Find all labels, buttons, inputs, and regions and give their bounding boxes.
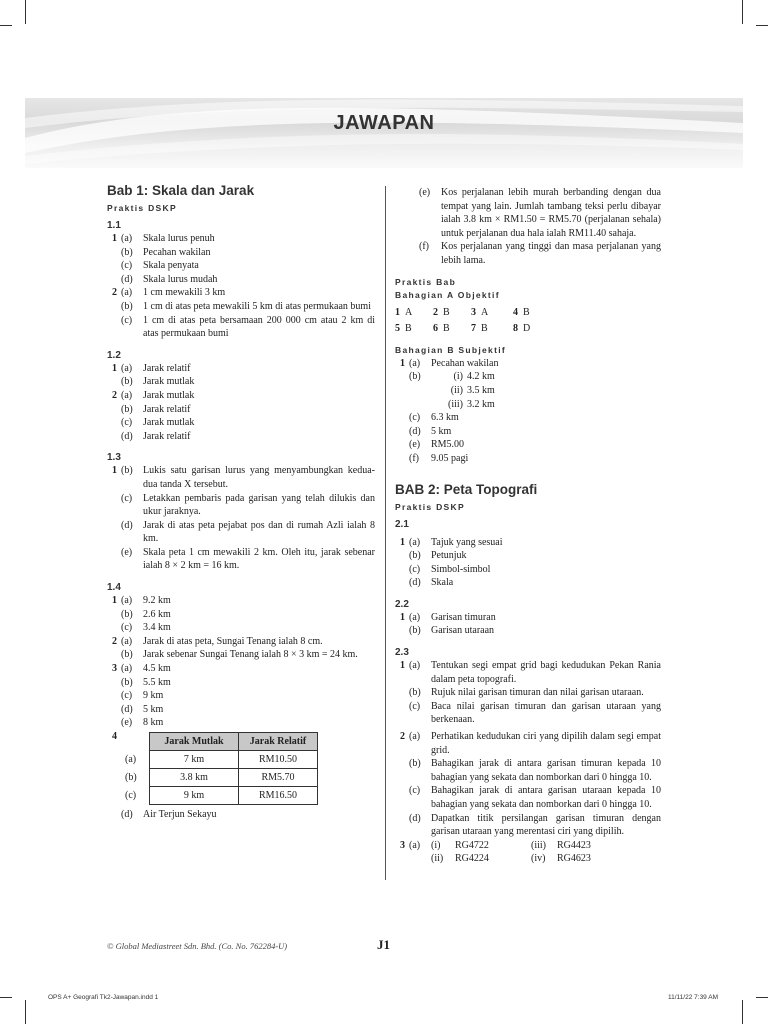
answer-line: (b) 5.5 km	[107, 676, 375, 690]
answer-line: (d) Skala	[395, 576, 661, 590]
answer-line: 1 (a) Tentukan segi empat grid bagi kedudukan Pekan Rania dalam peta topografi.	[400, 660, 661, 685]
answer-text: Tentukan segi empat grid bagi kedudukan Pekan Rania dalam peta topografi.	[431, 660, 661, 685]
answer-text: Jarak mutlak	[143, 417, 195, 429]
answer-text: Bahagikan jarak di antara garisan utaraan kepada 10 bahagian yang sekata dan nomborkan dari 0 hingga 10.	[431, 785, 661, 810]
row-label: (b)	[125, 771, 137, 783]
roman-numeral: (ii)	[431, 853, 444, 865]
table-cell: 7 km	[150, 751, 239, 769]
table-cell: RM10.50	[239, 751, 318, 769]
answer-text: Skala penyata	[143, 260, 199, 272]
objective-item: 7 B	[471, 323, 488, 335]
answer-line: (b) 1 cm di atas peta mewakili 5 km di atas permukaan bumi	[107, 300, 375, 314]
answer-line: 2 (a) Jarak di atas peta, Sungai Tenang ialah 8 cm.	[107, 635, 375, 649]
date-slug: 11/11/22 7:39 AM	[668, 994, 718, 1001]
answer-text: 1 cm di atas peta bersamaan 200 000 cm atau 2 km di atas permukaan bumi	[143, 314, 375, 340]
answer-text: Kos perjalanan yang tinggi dan masa perjalanan yang lebih lama.	[441, 241, 661, 266]
crop-mark	[25, 0, 26, 24]
answer-line: (c) Letakkan pembaris pada garisan yang telah dilukis dan ukur jaraknya.	[121, 492, 375, 518]
answer-line: (b) Jarak sebenar Sungai Tenang ialah 8 × 3 km = 24 km.	[107, 648, 375, 662]
chapter-title: BAB 2: Peta Topografi	[395, 481, 538, 497]
answer-text: Skala peta 1 cm mewakili 2 km. Oleh itu, jarak sebenar ialah 8 × 2 km = 16 km.	[143, 546, 375, 572]
answer-text: Skala	[431, 577, 454, 589]
distance-table	[121, 732, 318, 805]
crop-mark	[756, 25, 768, 26]
answer-text: Jarak mutlak	[143, 376, 195, 388]
answer-table-block: 4 Jarak Mutlak Jarak Relatif (a) 7 km RM10.50 (b) 3.8 km RM5.70 (c) 9 km RM16.50	[107, 732, 375, 805]
answer-text: Letakkan pembaris pada garisan yang telah dilukis dan ukur jaraknya.	[143, 492, 375, 518]
answer-text: 3.5 km	[467, 384, 495, 396]
answer-line: 1 (a) Skala lurus penuh	[107, 232, 375, 246]
answer-text: 5.5 km	[143, 676, 171, 688]
answer-line: (f) 9.05 pagi	[395, 452, 661, 466]
section-label: 1.2	[107, 349, 121, 361]
answer-text: 9 km	[143, 690, 164, 702]
objective-item: 4 B	[513, 306, 530, 318]
objective-answers	[395, 306, 661, 336]
section-label: 1.3	[107, 452, 121, 464]
answer-text: Rujuk nilai garisan timuran dan nilai garisan utaraan.	[431, 687, 644, 699]
section-label: 2.3	[395, 647, 409, 659]
answer-text: Pecahan wakilan	[431, 357, 499, 369]
answer-text: Lukis satu garisan lurus yang menyambungkan kedua-dua tanda X tersebut.	[143, 465, 375, 490]
objective-item: 1 A	[395, 306, 413, 318]
row-label: (a)	[125, 753, 137, 765]
grid-ref: RG4423	[557, 839, 591, 851]
crop-mark	[742, 1000, 743, 1024]
file-slug: OPS A+ Geografi Tk2-Jawapan.indd 1	[48, 994, 159, 1001]
answer-text: Baca nilai garisan timuran dan garisan utaraan yang berkenaan.	[431, 700, 661, 726]
objective-item: 2 B	[433, 306, 450, 318]
right-column	[395, 186, 661, 866]
answer-line: (c) Bahagikan jarak di antara garisan utaraan kepada 10 bahagian yang sekata dan nomborkan dari 0 hingga 10.	[409, 785, 661, 810]
answer-text: Kos perjalanan lebih murah berbanding dengan dua tempat yang lain. Jumlah tambang teksi perlu dibayar ialah 3.8 km × RM1.50 = RM5.70 (perjalanan sehala) untuk perjalanan dua hala ialah RM11.40 sahaja.	[441, 187, 661, 239]
table-header: Jarak Relatif	[239, 733, 318, 751]
answer-text: Jarak di atas peta pejabat pos dan di rumah Azli ialah 8 km.	[143, 519, 375, 545]
roman-numeral: (i)	[431, 839, 441, 851]
answer-line: (c) 9 km	[107, 689, 375, 703]
bahagian-b-heading: Bahagian B Subjektif	[395, 344, 507, 355]
crop-mark	[0, 25, 12, 26]
crop-mark	[756, 997, 768, 998]
answer-text: 3.4 km	[143, 622, 171, 634]
table-cell: RM5.70	[239, 769, 318, 787]
grid-ref: RG4224	[455, 853, 489, 865]
answer-text: 2.6 km	[143, 608, 171, 620]
answer-text: Jarak relatif	[143, 403, 191, 415]
answer-line: 3 (a) (i) RG4722 (iii) RG4423	[400, 839, 591, 851]
bahagian-a-heading: Bahagian A Objektif	[395, 289, 500, 300]
answer-line: (e) RM5.00	[395, 438, 661, 452]
praktis-heading: Praktis DSKP	[107, 203, 177, 213]
answer-text: Perhatikan kedudukan ciri yang dipilih dalam segi empat grid.	[431, 731, 661, 756]
answer-text: 4.2 km	[467, 371, 495, 383]
answer-line: 2 (a) 1 cm mewakili 3 km	[107, 286, 375, 300]
answer-text: Petunjuk	[431, 550, 467, 562]
row-label: (c)	[125, 789, 137, 801]
answer-line: (c) Jarak mutlak	[107, 416, 375, 430]
answer-text: Jarak mutlak	[143, 389, 195, 401]
answer-line: (d) Jarak relatif	[107, 430, 375, 444]
grid-ref: RG4623	[557, 853, 591, 865]
roman-numeral: (iii)	[531, 839, 546, 851]
answer-line: (b) Petunjuk	[395, 549, 661, 563]
answer-text: Jarak di atas peta, Sungai Tenang ialah 8 cm.	[143, 635, 323, 647]
answer-line	[395, 852, 661, 866]
section-label: 2.2	[395, 598, 409, 610]
answer-line: 1 (a) Tajuk yang sesuai	[395, 536, 661, 550]
answer-text: Pecahan wakilan	[143, 246, 211, 258]
roman-numeral: (iv)	[531, 853, 546, 865]
table-header: Jarak Mutlak	[150, 733, 239, 751]
answer-text: 6.3 km	[431, 412, 459, 424]
table-row	[121, 787, 318, 805]
answer-text: 5 km	[431, 425, 452, 437]
answer-line: (b) (i) 4.2 km	[395, 370, 661, 384]
answer-text: 4.5 km	[143, 663, 171, 675]
answer-text: 9.2 km	[143, 595, 171, 607]
grid-ref: RG4722	[455, 839, 489, 851]
answer-line: (b) Rujuk nilai garisan timuran dan nilai garisan utaraan.	[395, 686, 661, 700]
answer-line: (d) Dapatkan titik persilangan garisan timuran dengan garisan utaraan yang merentasi ciri yang dipilih.	[409, 812, 661, 838]
answer-text: Simbol-simbol	[431, 563, 491, 575]
praktis-bab-heading: Praktis Bab	[395, 276, 457, 287]
answer-line: 1 (a) Garisan timuran	[395, 611, 661, 625]
section-label: 1.4	[107, 582, 121, 594]
table-cell: 3.8 km	[150, 769, 239, 787]
objective-row	[395, 322, 661, 336]
answer-line: (b) 2.6 km	[107, 608, 375, 622]
answer-line: (iii) 3.2 km	[395, 398, 661, 412]
answer-line: (c) 6.3 km	[395, 411, 661, 425]
answer-line: (e) Skala peta 1 cm mewakili 2 km. Oleh itu, jarak sebenar ialah 8 × 2 km = 16 km.	[121, 546, 375, 572]
answer-line: (c) 1 cm di atas peta bersamaan 200 000 cm atau 2 km di atas permukaan bumi	[121, 314, 375, 340]
left-column	[107, 183, 375, 822]
answer-text: Garisan utaraan	[431, 625, 495, 637]
answer-text: Tajuk yang sesuai	[431, 536, 503, 548]
section-label: 1.1	[107, 220, 121, 231]
answer-line: (e) 8 km	[107, 716, 375, 730]
answer-line: 1 (a) Jarak relatif	[107, 362, 375, 376]
answer-text: Skala lurus penuh	[143, 233, 215, 244]
answer-line: (b) Pecahan wakilan	[107, 246, 375, 260]
answer-text: 5 km	[143, 703, 164, 715]
answer-line: (b) Jarak mutlak	[107, 375, 375, 389]
answer-line: (f) Kos perjalanan yang tinggi dan masa perjalanan yang lebih lama.	[419, 241, 661, 266]
answer-text: 8 km	[143, 717, 164, 729]
answer-text: 1 cm di atas peta mewakili 5 km di atas permukaan bumi	[143, 300, 371, 312]
answer-line: (b) Garisan utaraan	[395, 624, 661, 638]
answer-text: Bahagikan jarak di antara garisan timuran kepada 10 bahagian yang sekata dan nomborkan dari 0 hingga 10.	[431, 758, 661, 783]
table-row	[121, 751, 318, 769]
answer-text: Air Terjun Sekayu	[143, 809, 217, 820]
answer-line: 3 (a) 4.5 km	[107, 662, 375, 676]
answer-line: 1 (a) Pecahan wakilan	[395, 357, 661, 371]
table-spacer	[121, 733, 150, 751]
answer-line: (d) Skala lurus mudah	[107, 273, 375, 287]
answer-text: Garisan timuran	[431, 611, 496, 623]
crop-mark	[0, 997, 12, 998]
page-number: J1	[377, 937, 390, 952]
answer-line: (e) Kos perjalanan lebih murah berbanding dengan dua tempat yang lain. Jumlah tambang teksi perlu dibayar ialah 3.8 km × RM1.50 = RM5.70 (perjalanan sehala) untuk perjalanan dua hala ialah RM11.40 sahaja.	[419, 187, 661, 239]
answer-line: (d) 5 km	[107, 703, 375, 717]
answer-text: Jarak sebenar Sungai Tenang ialah 8 × 3 km = 24 km.	[143, 649, 358, 661]
answer-line: (d) 5 km	[395, 425, 661, 439]
answer-text: 1 cm mewakili 3 km	[143, 287, 226, 299]
answer-line: (c) Skala penyata	[107, 259, 375, 273]
answer-line: (b) Jarak relatif	[107, 403, 375, 417]
page-title: JAWAPAN	[333, 112, 435, 134]
answer-line: 2 (a) Jarak mutlak	[107, 389, 375, 403]
answer-text: Jarak relatif	[143, 430, 191, 442]
answer-line: (d) Jarak di atas peta pejabat pos dan di rumah Azli ialah 8 km.	[121, 519, 375, 545]
praktis-heading: Praktis DSKP	[395, 501, 465, 512]
answer-text: 9.05 pagi	[431, 452, 469, 464]
answer-line: 2 (a) Perhatikan kedudukan ciri yang dipilih dalam segi empat grid.	[400, 731, 661, 756]
table-cell: RM16.50	[239, 787, 318, 805]
answer-text: Jarak relatif	[143, 362, 191, 374]
answer-line: (c) Baca nilai garisan timuran dan garisan utaraan yang berkenaan.	[409, 700, 661, 726]
column-divider	[385, 186, 386, 880]
chapter-title: Bab 1: Skala dan Jarak	[107, 183, 255, 198]
answer-line: (c) 3.4 km	[107, 621, 375, 635]
answer-line: (d) Air Terjun Sekayu	[107, 808, 375, 822]
table-cell: 9 km	[150, 787, 239, 805]
answer-line: (b) Bahagikan jarak di antara garisan timuran kepada 10 bahagian yang sekata dan nomborkan dari 0 hingga 10.	[409, 758, 661, 783]
answer-text: 3.2 km	[467, 398, 495, 410]
answer-text: Dapatkan titik persilangan garisan timuran dengan garisan utaraan yang merentasi ciri yang dipilih.	[431, 812, 661, 838]
crop-mark	[742, 0, 743, 24]
answer-line: 1 (b) Lukis satu garisan lurus yang menyambungkan kedua-dua tanda X tersebut.	[112, 465, 375, 490]
answer-line: (c) Simbol-simbol	[395, 563, 661, 577]
answer-text: Skala lurus mudah	[143, 273, 218, 285]
objective-item: 6 B	[433, 323, 450, 335]
objective-row	[395, 306, 661, 320]
objective-item: 5 B	[395, 323, 412, 335]
copyright-text: © Global Mediastreet Sdn. Bhd. (Co. No. 762284-U)	[107, 941, 288, 951]
crop-mark	[25, 1000, 26, 1024]
answer-line: (ii) 3.5 km	[395, 384, 661, 398]
objective-item: 8 D	[513, 323, 531, 335]
table-row	[121, 769, 318, 787]
answer-line: 1 (a) 9.2 km	[107, 594, 375, 608]
table-header-row	[121, 733, 318, 751]
answer-text: RM5.00	[431, 439, 465, 451]
objective-item: 3 A	[471, 306, 489, 318]
section-label: 2.1	[395, 518, 409, 530]
